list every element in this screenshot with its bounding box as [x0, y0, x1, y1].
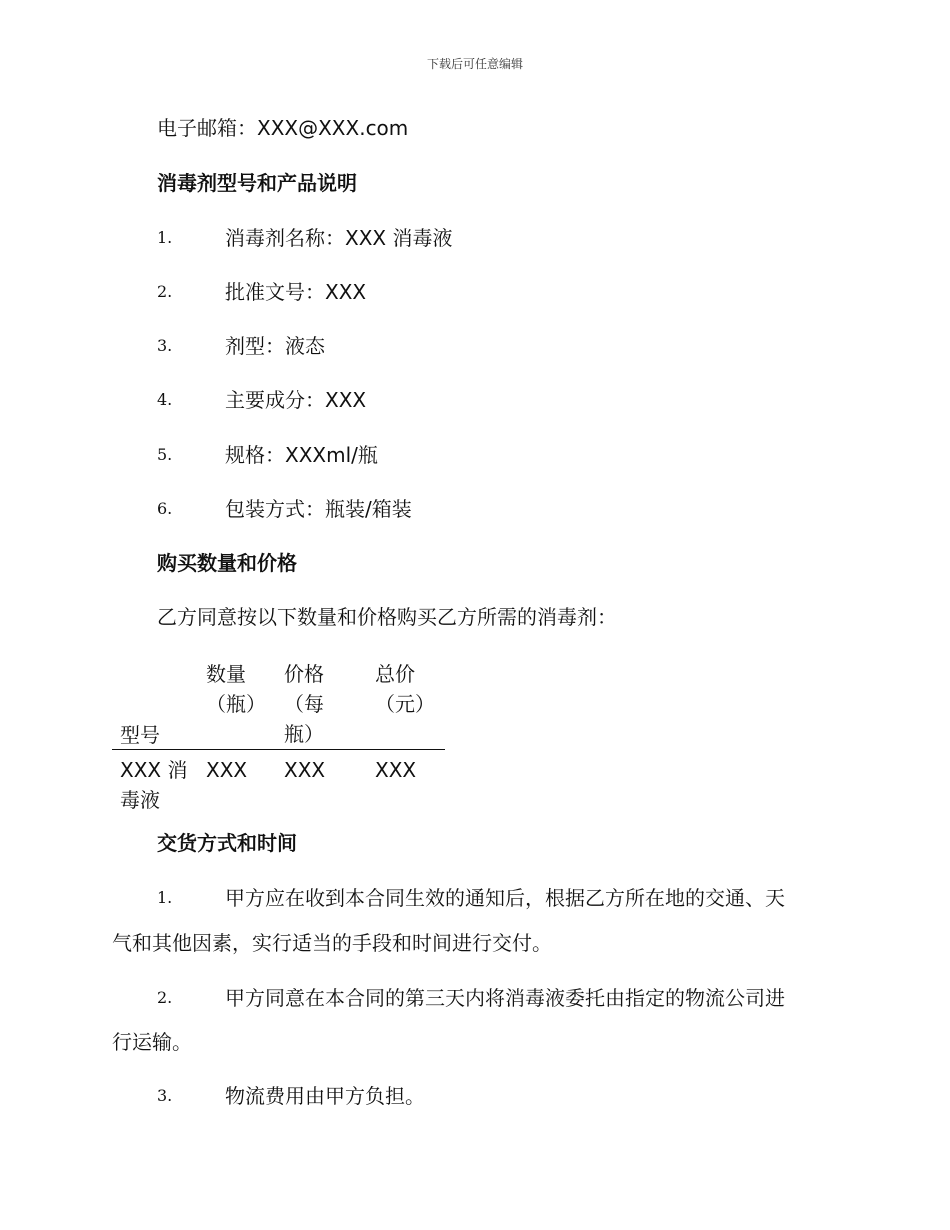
list-text: 消毒剂名称：XXX 消毒液: [225, 226, 453, 250]
header-note: 下载后可任意编辑: [426, 57, 523, 71]
list-number: 3.: [157, 336, 173, 355]
table-header-price: 价格（每瓶）: [284, 662, 324, 746]
list-number: 5.: [157, 445, 173, 464]
table-cell-total: XXX: [375, 758, 417, 782]
list-text: 规格：XXXml/瓶: [225, 443, 378, 467]
list-text: 剂型：液态: [225, 334, 325, 358]
table-header-model: 型号: [120, 723, 160, 747]
list-number: 2.: [157, 988, 173, 1007]
table-cell-model: XXX 消毒液: [120, 758, 188, 812]
list-number: 4.: [157, 390, 173, 409]
list-number: 6.: [157, 499, 173, 518]
email-line: 电子邮箱：XXX@XXX.com: [157, 116, 409, 140]
table-cell-quantity: XXX: [206, 758, 248, 782]
list-number: 1.: [157, 888, 173, 907]
list-text-continued: 行运输。: [112, 1030, 192, 1054]
list-text: 批准文号：XXX: [225, 280, 367, 304]
section-title-delivery: 交货方式和时间: [157, 831, 297, 855]
table-cell-price: XXX: [284, 758, 326, 782]
list-text: 甲方应在收到本合同生效的通知后，根据乙方所在地的交通、天: [225, 886, 785, 910]
table-header-quantity: 数量（瓶）: [206, 662, 266, 716]
section-title-quantity-price: 购买数量和价格: [157, 551, 297, 575]
list-number: 2.: [157, 282, 173, 301]
list-text: 物流费用由甲方负担。: [225, 1084, 425, 1108]
list-number: 1.: [157, 228, 173, 247]
list-text-continued: 气和其他因素，实行适当的手段和时间进行交付。: [112, 931, 552, 955]
list-number: 3.: [157, 1086, 173, 1105]
list-text: 主要成分：XXX: [225, 388, 367, 412]
list-text: 甲方同意在本合同的第三天内将消毒液委托由指定的物流公司进: [225, 986, 785, 1010]
table-header-total: 总价（元）: [375, 662, 435, 716]
intro-paragraph: 乙方同意按以下数量和价格购买乙方所需的消毒剂：: [157, 605, 617, 629]
section-title-product: 消毒剂型号和产品说明: [157, 171, 357, 195]
list-text: 包装方式：瓶装/箱装: [225, 497, 412, 521]
table-rule: [112, 749, 445, 750]
